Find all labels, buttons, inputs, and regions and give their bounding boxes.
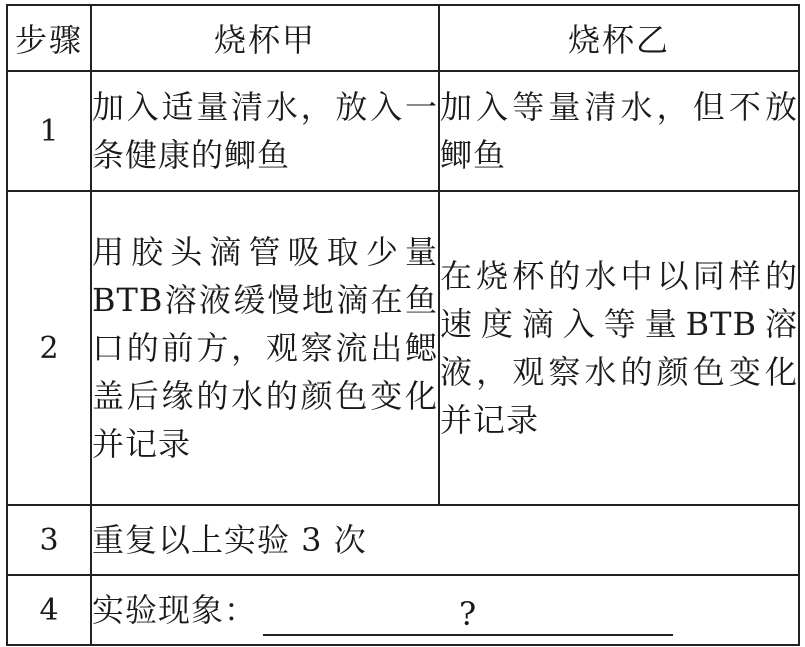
step-number: 4 (7, 575, 91, 645)
table-row (7, 575, 799, 645)
experiment-table (6, 4, 800, 646)
table-row (7, 71, 799, 191)
answer-blank[interactable]: ? (263, 594, 673, 636)
step-number: 3 (7, 505, 91, 575)
header-row (7, 5, 799, 71)
header-beaker-b: 烧杯乙 (439, 5, 799, 71)
beaker-a-cell: 加入适量清水，放入一条健康的鲫鱼 (91, 71, 439, 191)
header-step: 步骤 (7, 5, 91, 71)
beaker-a-cell: 用胶头滴管吸取少量BTB溶液缓慢地滴在鱼口的前方，观察流出鳃盖后缘的水的颜色变化并记录 (91, 191, 439, 505)
table-row (7, 505, 799, 575)
step-number: 1 (7, 71, 91, 191)
beaker-b-cell: 加入等量清水，但不放鲫鱼 (439, 71, 799, 191)
merged-cell: 重复以上实验 3 次 (91, 505, 799, 575)
observation-label: 实验现象： (92, 591, 258, 629)
observation-cell (91, 575, 799, 645)
table-row (7, 191, 799, 505)
header-beaker-a: 烧杯甲 (91, 5, 439, 71)
step-number: 2 (7, 191, 91, 505)
beaker-b-cell: 在烧杯的水中以同样的速度滴入等量BTB溶液，观察水的颜色变化并记录 (439, 191, 799, 505)
